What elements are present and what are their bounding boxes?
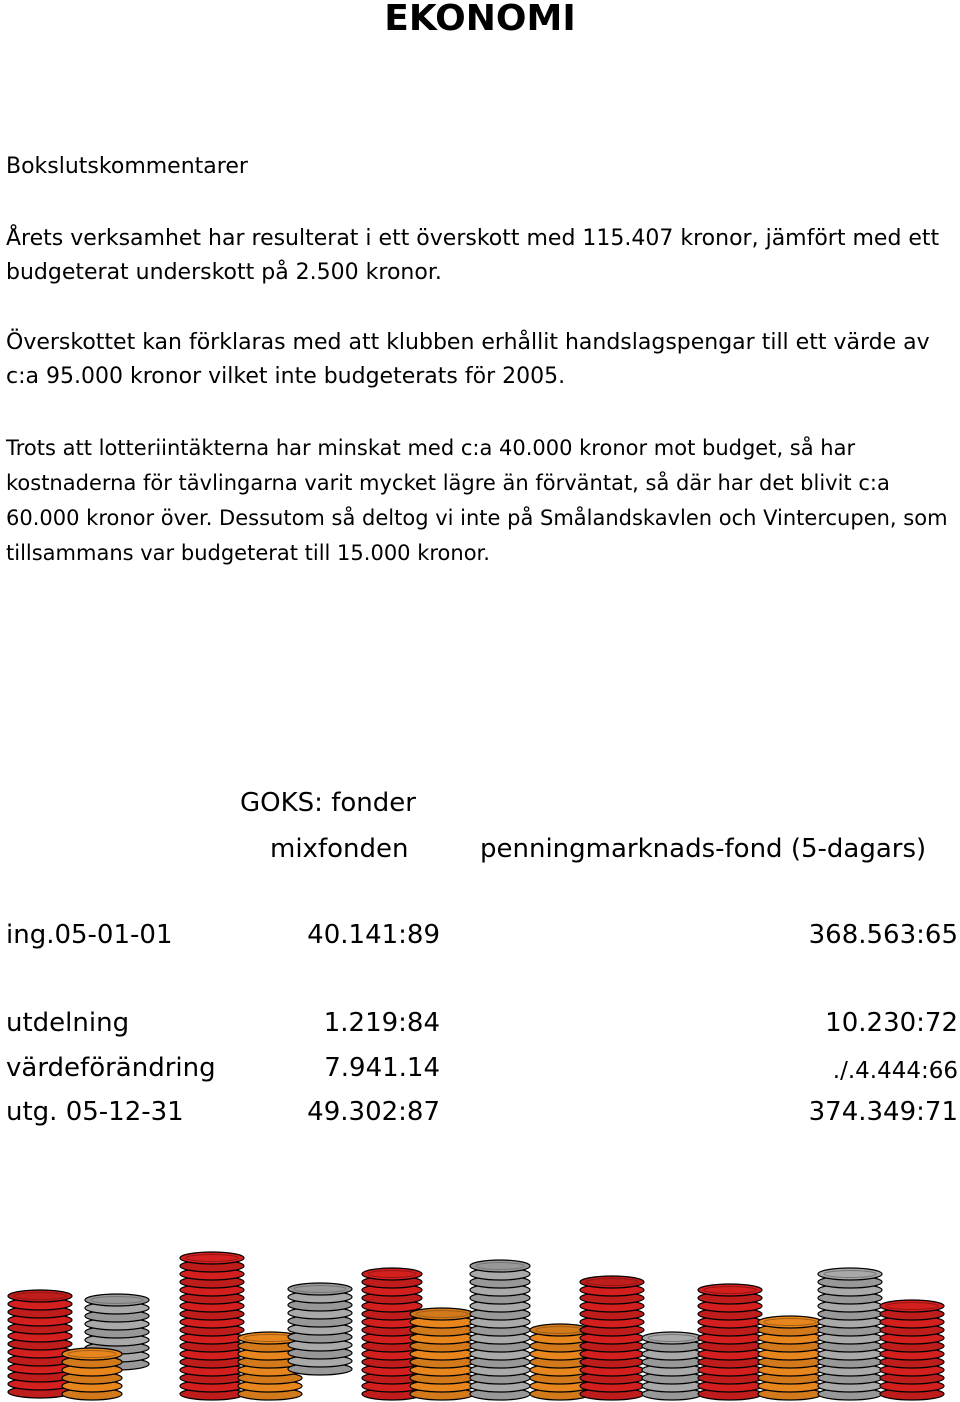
coin-stack [642,1332,702,1400]
paragraph-surplus: Överskottet kan förklaras med att klubben erhållit handslagspengar till ett värde av c:a 95.000 kronor vilket inte budgeterats för 2005. [6,330,930,389]
funds-title: GOKS: fonder [240,788,416,818]
mixfonden-value: 1.219:84 [323,1008,440,1038]
coin-stack [180,1252,244,1400]
mixfonden-value: 49.302:87 [307,1097,440,1127]
coin-stack [288,1283,352,1375]
table-row [0,1097,960,1137]
coin-stack [880,1300,944,1400]
row-label: ing.05-01-01 [6,920,173,950]
table-row [0,920,960,960]
coin-stack [62,1348,122,1400]
page-title: EKONOMI [384,0,576,39]
penningmarknadsfond-value: 374.349:71 [808,1097,958,1127]
row-label: utdelning [6,1008,130,1038]
paragraph-result: Årets verksamhet har resulterat i ett överskott med 115.407 kronor, jämfört med ett budgeterat underskott på 2.500 kronor. [6,226,940,285]
coin-stack [818,1268,882,1400]
column-header-mixfonden: mixfonden [270,834,409,864]
mixfonden-value: 40.141:89 [307,920,440,950]
penningmarknadsfond-value: 368.563:65 [808,920,958,950]
penningmarknadsfond-value: 10.230:72 [825,1008,958,1038]
paragraph-costs: Trots att lotteriintäkterna har minskat med c:a 40.000 kronor mot budget, så har kostnaderna för tävlingarna varit mycket lägre än förväntat, så där har det blivit c:a 60.000 kronor över. Dessutom så deltog vi inte på Smålandskavlen och Vintercupen, som tillsammans var budgeterat till 15.000 kronor. [6,436,948,565]
column-header-penningmarknadsfond: penningmarknads-fond (5-dagars) [480,834,927,864]
row-label: utg. 05-12-31 [6,1097,184,1127]
coin-stack [8,1290,72,1398]
row-label: värdeförändring [6,1053,216,1083]
mixfonden-value: 7.941.14 [324,1053,440,1083]
coin-stack [758,1316,822,1400]
coin-stack [410,1308,474,1400]
table-row [0,1053,960,1093]
coin-stacks-illustration [0,1230,960,1402]
penningmarknadsfond-value: ./.4.444:66 [832,1058,958,1084]
coin-stack [580,1276,644,1400]
coin-stack [470,1260,530,1400]
table-row [0,1008,960,1048]
section-heading: Bokslutskommentarer [6,154,248,179]
coin-stack [698,1284,762,1400]
